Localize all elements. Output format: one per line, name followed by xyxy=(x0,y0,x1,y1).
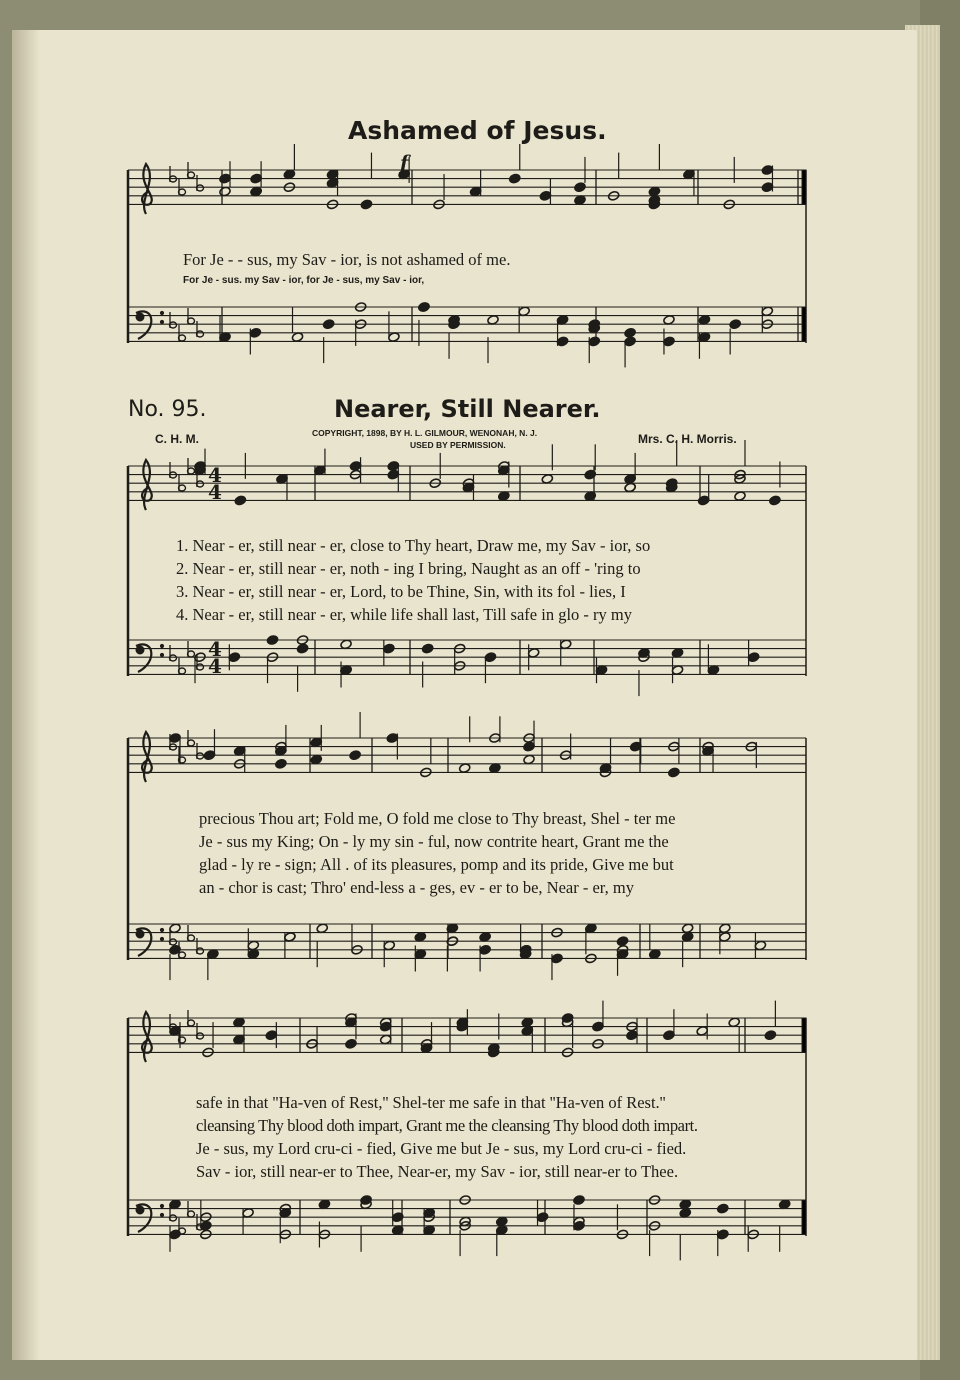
final-barline xyxy=(802,170,806,204)
notehead xyxy=(462,482,474,493)
notehead xyxy=(539,190,551,201)
bass-clef xyxy=(136,930,144,938)
hymn-author: C. H. M. xyxy=(155,432,199,446)
notehead xyxy=(747,652,759,663)
bass-clef-dot xyxy=(160,320,163,323)
notehead xyxy=(541,474,553,485)
notehead xyxy=(778,1199,790,1210)
notehead xyxy=(233,1017,245,1028)
notehead xyxy=(310,737,322,748)
notehead xyxy=(423,1225,435,1236)
notehead xyxy=(681,923,693,934)
notehead xyxy=(414,949,426,960)
notehead xyxy=(388,332,400,343)
notehead xyxy=(487,315,499,326)
bass-clef-dot xyxy=(160,644,163,647)
notehead xyxy=(761,182,773,193)
notehead xyxy=(523,754,535,765)
treble-clef xyxy=(142,164,152,214)
bass-clef-dot xyxy=(160,937,163,940)
notehead xyxy=(663,1030,675,1041)
notehead xyxy=(233,1034,245,1045)
notehead xyxy=(595,665,607,676)
notehead xyxy=(420,1043,432,1054)
bass-clef xyxy=(136,1206,144,1214)
bass-clef-dot xyxy=(160,928,163,931)
bass-clef-dot xyxy=(160,311,163,314)
bass-clef-dot xyxy=(160,653,163,656)
notehead xyxy=(326,169,338,180)
notehead xyxy=(498,491,510,502)
notehead xyxy=(219,186,231,197)
notehead xyxy=(496,1216,508,1227)
notehead xyxy=(291,332,303,343)
notehead xyxy=(345,1038,357,1049)
notehead xyxy=(349,750,361,761)
notehead xyxy=(599,763,611,774)
notehead xyxy=(671,665,683,676)
notehead xyxy=(228,652,240,663)
notehead xyxy=(592,1021,604,1032)
hymn-number: No. 95. xyxy=(128,397,207,422)
notehead xyxy=(326,178,338,189)
notehead xyxy=(247,949,259,960)
notehead xyxy=(479,944,491,955)
notehead xyxy=(380,1021,392,1032)
notehead xyxy=(698,315,710,326)
notehead xyxy=(719,932,731,943)
notehead xyxy=(626,1030,638,1041)
final-barline xyxy=(802,307,806,341)
notehead xyxy=(169,1229,181,1240)
bass-clef-dot xyxy=(160,1204,163,1207)
notehead xyxy=(360,199,372,210)
notehead xyxy=(383,940,395,951)
notehead xyxy=(523,741,535,752)
final-barline xyxy=(802,1200,806,1234)
time-signature-digit: 4 xyxy=(208,637,222,661)
notehead xyxy=(310,754,322,765)
notehead xyxy=(679,1199,691,1210)
hymn-title: Nearer, Still Nearer. xyxy=(334,395,601,423)
notehead xyxy=(717,1203,729,1214)
notehead xyxy=(322,319,334,330)
notehead xyxy=(265,1030,277,1041)
notehead xyxy=(696,1026,708,1037)
verse-line: Je - sus my King; On - ly my sin - ful, now contrite heart, Grant me the xyxy=(199,832,669,851)
time-signature-digit: 4 xyxy=(208,463,222,487)
notehead xyxy=(219,173,231,184)
notehead xyxy=(521,1017,533,1028)
copyright-line-2: USED BY PERMISSION. xyxy=(410,440,506,450)
notehead xyxy=(624,327,636,338)
notehead xyxy=(560,639,572,650)
notehead xyxy=(242,1208,254,1219)
notehead xyxy=(663,315,675,326)
verse-line: 2. Near - er, still near - er, noth - ing I bring, Naught as an off - 'ring to xyxy=(176,559,641,578)
notehead xyxy=(728,1017,740,1028)
notehead xyxy=(203,750,215,761)
prev-hymn-lyric-bass: For Je - sus. my Sav - ior, for Je - sus, my Sav - ior, xyxy=(183,275,425,286)
notehead xyxy=(536,1212,548,1223)
notehead xyxy=(754,940,766,951)
notehead xyxy=(573,1195,585,1206)
treble-clef xyxy=(142,732,152,782)
notehead xyxy=(588,336,600,347)
notehead xyxy=(527,648,539,659)
notehead xyxy=(698,332,710,343)
notehead xyxy=(496,1225,508,1236)
notehead xyxy=(521,1026,533,1037)
notehead xyxy=(717,1229,729,1240)
notehead xyxy=(616,936,628,947)
notehead xyxy=(671,648,683,659)
notehead xyxy=(574,195,586,206)
notehead xyxy=(169,733,181,744)
notehead xyxy=(663,336,675,347)
notehead xyxy=(340,665,352,676)
notehead xyxy=(518,306,530,317)
notehead xyxy=(574,182,586,193)
verse-line: an - chor is cast; Thro' end-less a - ges, ev - er to be, Near - er, my xyxy=(199,878,634,897)
notehead xyxy=(387,469,399,480)
notehead xyxy=(207,949,219,960)
notehead xyxy=(729,319,741,330)
verse-line: glad - ly re - sign; All . of its pleasures, pomp and its pride, Give me but xyxy=(199,855,674,874)
notehead xyxy=(498,465,510,476)
notehead xyxy=(649,949,661,960)
notehead xyxy=(383,643,395,654)
verse-line: Sav - ior, still near-er to Thee, Near-er, my Sav - ior, still near-er to Thee. xyxy=(196,1162,679,1181)
notehead xyxy=(234,746,246,757)
notehead xyxy=(551,953,563,964)
notehead xyxy=(484,652,496,663)
notehead xyxy=(769,495,781,506)
time-signature-digit: 4 xyxy=(208,480,222,504)
final-barline xyxy=(802,1018,806,1052)
notehead xyxy=(489,763,501,774)
notehead xyxy=(318,1199,330,1210)
notehead xyxy=(234,495,246,506)
notehead xyxy=(249,327,261,338)
notehead xyxy=(624,482,636,493)
notehead xyxy=(247,940,259,951)
notehead xyxy=(200,1220,212,1231)
notehead xyxy=(761,165,773,176)
dynamic-forte-mark: f xyxy=(400,152,409,174)
notehead xyxy=(219,332,231,343)
notehead xyxy=(556,336,568,347)
notehead xyxy=(648,186,660,197)
verse-line: 4. Near - er, still near - er, while life shall last, Till safe in glo - ry my xyxy=(176,605,632,624)
time-signature-digit: 4 xyxy=(208,654,222,678)
verse-line: 1. Near - er, still near - er, close to Thy heart, Draw me, my Sav - ior, so xyxy=(176,536,651,555)
notehead xyxy=(316,923,328,934)
notehead xyxy=(414,932,426,943)
notehead xyxy=(275,746,287,757)
notehead xyxy=(296,643,308,654)
notehead xyxy=(349,461,361,472)
notehead xyxy=(250,173,262,184)
prev-hymn-title: Ashamed of Jesus. xyxy=(348,116,607,145)
notehead xyxy=(707,665,719,676)
verse-line: cleansing Thy blood doth impart, Grant me the cleansing Thy blood doth impart. xyxy=(196,1116,698,1135)
bass-clef-dot xyxy=(160,1213,163,1216)
notehead xyxy=(556,315,568,326)
notehead xyxy=(275,758,287,769)
notehead xyxy=(681,932,693,943)
copyright-line-1: COPYRIGHT, 1898, BY H. L. GILMOUR, WENONAH, N. J. xyxy=(312,428,538,438)
treble-clef xyxy=(142,1012,152,1062)
bass-clef xyxy=(136,646,144,654)
treble-clef xyxy=(142,460,152,510)
notehead xyxy=(386,733,398,744)
notehead xyxy=(169,1199,181,1210)
notehead xyxy=(585,923,597,934)
notehead xyxy=(169,923,181,934)
notehead xyxy=(624,474,636,485)
notehead xyxy=(509,173,521,184)
verse-line: safe in that ''Ha-ven of Rest,'' Shel-ter me safe in that ''Ha-ven of Rest.'' xyxy=(196,1093,666,1112)
verse-line: Je - sus, my Lord cru-ci - fied, Give me but Je - sus, my Lord cru-ci - fied. xyxy=(196,1139,687,1158)
notehead xyxy=(624,336,636,347)
notehead xyxy=(761,306,773,317)
notehead xyxy=(380,1034,392,1045)
notehead xyxy=(573,1220,585,1231)
notehead xyxy=(683,169,695,180)
notehead xyxy=(469,186,481,197)
bass-clef xyxy=(136,313,144,321)
prev-hymn-lyric-treble: For Je - - sus, my Sav - ior, is not ashamed of me. xyxy=(183,250,511,269)
notehead xyxy=(284,932,296,943)
notehead xyxy=(418,302,430,313)
notehead xyxy=(276,474,288,485)
notehead xyxy=(283,169,295,180)
notehead xyxy=(421,643,433,654)
notehead xyxy=(719,923,731,934)
hymn-composer: Mrs. C. H. Morris. xyxy=(638,432,737,446)
notehead xyxy=(266,635,278,646)
notehead xyxy=(459,763,471,774)
notehead xyxy=(679,1208,691,1219)
notehead xyxy=(668,767,680,778)
notehead xyxy=(764,1030,776,1041)
verse-line: precious Thou art; Fold me, O fold me close to Thy breast, Shel - ter me xyxy=(199,809,676,828)
notehead xyxy=(479,932,491,943)
notehead xyxy=(340,639,352,650)
notehead xyxy=(734,491,746,502)
verse-line: 3. Near - er, still near - er, Lord, to be Thine, Sin, with its fol - lies, I xyxy=(176,582,626,601)
